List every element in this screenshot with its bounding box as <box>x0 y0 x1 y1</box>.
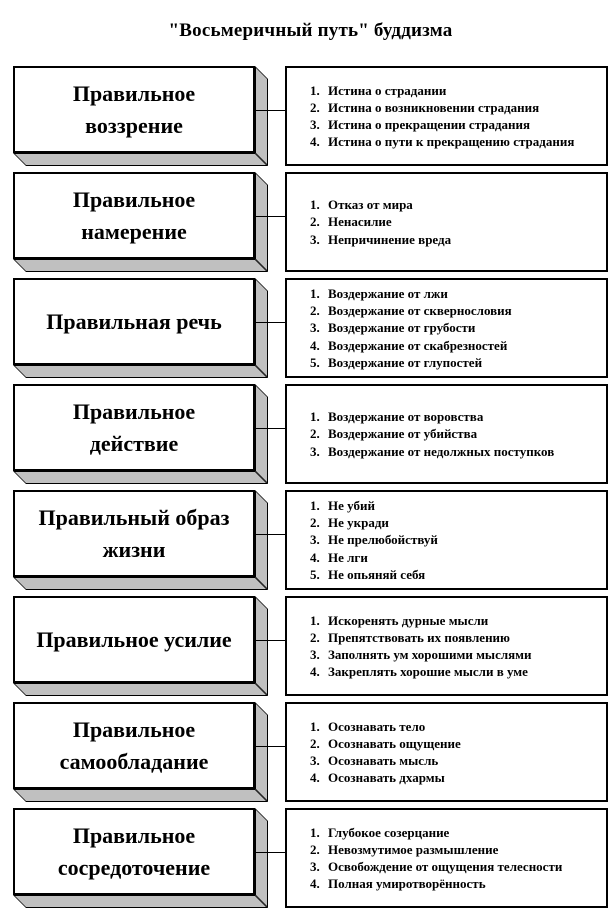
list-item: 1. Глубокое созерцание <box>323 824 562 841</box>
connector-line <box>255 216 285 217</box>
list-item: 4. Истина о пути к прекращению страдания <box>323 133 574 150</box>
rows-container <box>13 66 608 908</box>
path-step-box <box>13 66 255 153</box>
list-item: 3. Воздержание от грубости <box>323 319 512 336</box>
list-item: 2. Воздержание от убийства <box>323 425 554 442</box>
list-item: 3. Истина о прекращении страдания <box>323 116 574 133</box>
list-item: 4. Осознавать дхармы <box>323 769 461 786</box>
path-step-box <box>13 490 255 577</box>
path-step-label: Правильное сосредоточение <box>57 823 211 880</box>
box-3d-bottom-side <box>13 259 268 272</box>
path-row <box>13 596 608 696</box>
box-3d-bottom-side <box>13 895 268 908</box>
box-3d-bottom-side <box>13 365 268 378</box>
list-item: 4. Полная умиротворённость <box>323 875 562 892</box>
page-title: "Восьмеричный путь" буддизма <box>168 20 453 41</box>
list-item: 1. Не убий <box>323 497 438 514</box>
list-item: 2. Не укради <box>323 514 438 531</box>
box-3d-bottom-side <box>13 789 268 802</box>
box-3d-right-side <box>255 702 268 802</box>
list-item: 1. Воздержание от воровства <box>323 408 554 425</box>
list-item: 1. Отказ от мира <box>323 196 451 213</box>
connector-line <box>255 322 285 323</box>
path-step-face <box>13 384 255 471</box>
box-3d-right-side <box>255 172 268 272</box>
connector-line <box>255 640 285 641</box>
connector-line <box>255 746 285 747</box>
connector-line <box>255 428 285 429</box>
list-item: 3. Не прелюбойствуй <box>323 531 438 548</box>
box-3d-right-side <box>255 66 268 166</box>
path-step-face <box>13 490 255 577</box>
list-item: 1. Воздержание от лжи <box>323 285 512 302</box>
list-item: 2. Воздержание от сквернословия <box>323 302 512 319</box>
list-item: 3. Непричинение вреда <box>323 231 451 248</box>
path-step-label: Правильное самообладание <box>59 717 209 774</box>
details-box <box>285 66 608 166</box>
path-step-box <box>13 278 255 365</box>
path-step-label: Правильное усилие <box>36 626 232 652</box>
path-step-box <box>13 596 255 683</box>
path-step-face <box>13 66 255 153</box>
path-step-label: Правильная речь <box>46 308 222 334</box>
path-row <box>13 808 608 908</box>
details-list <box>295 82 574 151</box>
box-3d-bottom-side <box>13 577 268 590</box>
details-list <box>295 408 554 459</box>
details-list <box>295 612 532 681</box>
connector-line <box>255 534 285 535</box>
box-3d-right-side <box>255 596 268 696</box>
list-item: 2. Невозмутимое размышление <box>323 841 562 858</box>
list-item: 3. Освобождение от ощущения телесности <box>323 858 562 875</box>
path-step-box <box>13 808 255 895</box>
path-step-face <box>13 596 255 683</box>
details-box <box>285 596 608 696</box>
details-box <box>285 172 608 272</box>
path-step-face <box>13 702 255 789</box>
list-item: 5. Не опьяняй себя <box>323 566 438 583</box>
list-item: 4. Закреплять хорошие мысли в уме <box>323 663 532 680</box>
box-3d-right-side <box>255 808 268 908</box>
box-3d-bottom-side <box>13 153 268 166</box>
box-3d-bottom-side <box>13 683 268 696</box>
box-3d-right-side <box>255 278 268 378</box>
path-row <box>13 66 608 166</box>
path-step-label: Правильное действие <box>72 399 196 456</box>
path-row <box>13 490 608 590</box>
box-3d-bottom-side <box>13 471 268 484</box>
list-item: 4. Не лги <box>323 549 438 566</box>
path-row <box>13 278 608 378</box>
path-step-face <box>13 808 255 895</box>
list-item: 1. Осознавать тело <box>323 718 461 735</box>
box-3d-right-side <box>255 384 268 484</box>
details-box <box>285 384 608 484</box>
details-list <box>295 497 438 583</box>
path-step-box <box>13 384 255 471</box>
list-item: 4. Воздержание от скабрезностей <box>323 337 512 354</box>
details-box <box>285 490 608 590</box>
path-row <box>13 702 608 802</box>
details-box <box>285 808 608 908</box>
path-step-face <box>13 278 255 365</box>
path-step-face <box>13 172 255 259</box>
path-step-label: Правильный образ жизни <box>38 505 230 562</box>
list-item: 3. Заполнять ум хорошими мыслями <box>323 646 532 663</box>
details-list <box>295 824 562 893</box>
list-item: 5. Воздержание от глупостей <box>323 354 512 371</box>
box-3d-right-side <box>255 490 268 590</box>
path-step-label: Правильное воззрение <box>72 81 196 138</box>
list-item: 2. Препятствовать их появлению <box>323 629 532 646</box>
list-item: 2. Ненасилие <box>323 213 451 230</box>
list-item: 1. Истина о страдании <box>323 82 574 99</box>
details-list <box>295 718 461 787</box>
path-step-box <box>13 172 255 259</box>
path-step-box <box>13 702 255 789</box>
connector-line <box>255 110 285 111</box>
details-box <box>285 702 608 802</box>
list-item: 2. Истина о возникновении страдания <box>323 99 574 116</box>
connector-line <box>255 852 285 853</box>
list-item: 3. Осознавать мысль <box>323 752 461 769</box>
details-list <box>295 285 512 371</box>
list-item: 2. Осознавать ощущение <box>323 735 461 752</box>
path-step-label: Правильное намерение <box>72 187 196 244</box>
details-list <box>295 196 451 247</box>
path-row <box>13 384 608 484</box>
list-item: 1. Искоренять дурные мысли <box>323 612 532 629</box>
details-box <box>285 278 608 378</box>
list-item: 3. Воздержание от недолжных поступков <box>323 443 554 460</box>
path-row <box>13 172 608 272</box>
